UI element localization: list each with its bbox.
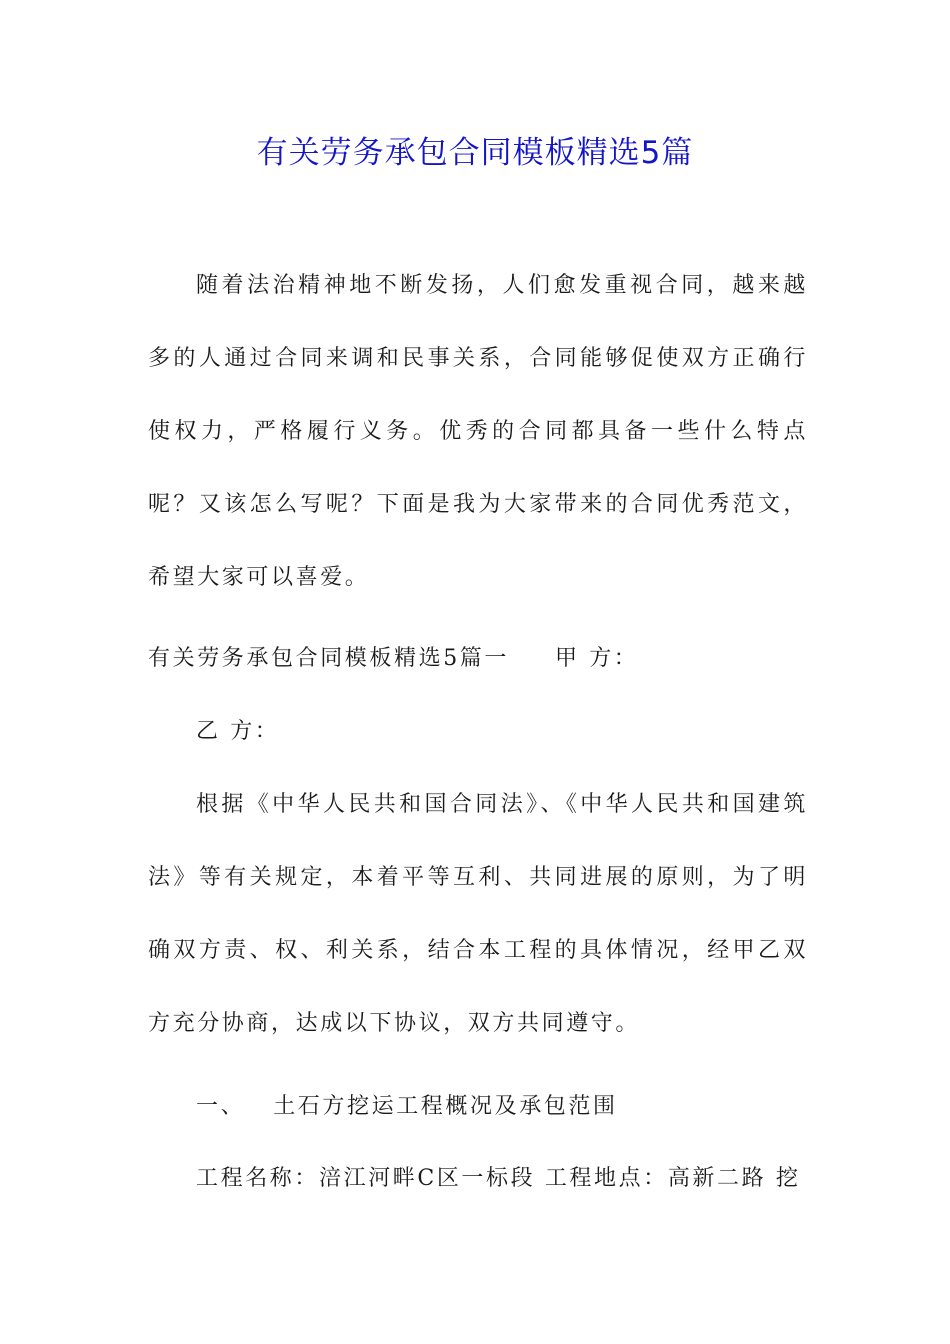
article-heading: 有关劳务承包合同模板精选5篇一	[148, 646, 509, 671]
basis-paragraph: 根据《中华人民共和国合同法》、《中华人民共和国建筑法》等有关规定，本着平等互利、共同进展的原则，为了明确双方责、权、利关系，结合本工程的具体情况，经甲乙双方充分协商，达成以下协议，双方共同遵守。	[148, 792, 808, 1036]
party-b-label: 乙 方：	[196, 719, 280, 744]
section-heading	[148, 1070, 808, 1143]
document-title: 有关劳务承包合同模板精选5篇	[256, 135, 694, 171]
section-title: 土石方挖运工程概况及承包范围	[273, 1094, 618, 1119]
intro-paragraph: 随着法治精神地不断发扬，人们愈发重视合同，越来越多的人通过合同来调和民事关系，合同能够促使双方正确行使权力，严格履行义务。优秀的合同都具备一些什么特点呢？又该怎么写呢？下面是我为大家带来的合同优秀范文，希望大家可以喜爱。	[148, 273, 808, 590]
article-heading-line	[148, 622, 808, 695]
project-info-paragraph: 工程名称：涪江河畔C区一标段 工程地点：高新二路 挖	[196, 1166, 801, 1191]
section-number: 一、	[196, 1094, 246, 1119]
party-a-label: 甲 方：	[555, 646, 639, 671]
